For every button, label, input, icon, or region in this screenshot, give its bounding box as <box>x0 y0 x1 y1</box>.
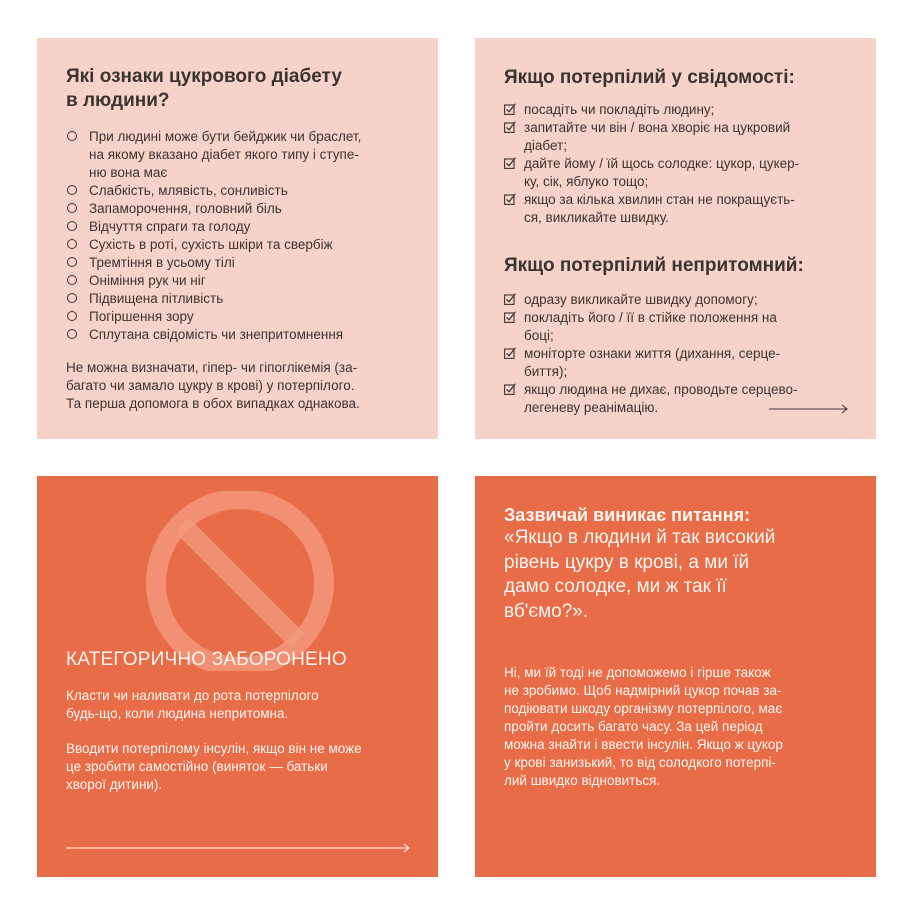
signs-card <box>37 38 438 439</box>
list-item: Сухість в роті, сухість шкіри та свербіж <box>66 236 416 254</box>
conscious-title: Якщо потерпілий у свідомості: <box>504 67 795 88</box>
unconscious-checklist <box>504 291 849 417</box>
list-item: покладіть його / її в стійке положення на боці; <box>504 309 849 345</box>
question-answer: Ні, ми їй тоді не допоможемо і гірше також не зробимо. Щоб надмірний цукор почав за- подіювати шкоду організму потерпілого, має пройти досить багато часу. За цей період можна знайти і ввести інсулін. Якщо ж цукор у крові занизький, то від солодкого потерпі- лий швидко відновиться. <box>504 665 783 788</box>
unconscious-title: Якщо потерпілий непритомний: <box>504 255 804 276</box>
circle-bullet-icon <box>67 185 77 195</box>
list-item: Запаморочення, головний біль <box>66 200 416 218</box>
list-item: посадіть чи покладіть людину; <box>504 101 849 119</box>
list-item: Слабкість, млявість, сонливість <box>66 182 416 200</box>
list-item: якщо людина не дихає, проводьте серцево- легеневу реанімацію. <box>504 381 849 417</box>
list-item: Сплутана свідомість чи знепритомнення <box>66 326 416 344</box>
circle-bullet-icon <box>67 329 77 339</box>
prohibited-title: КАТЕГОРИЧНО ЗАБОРОНЕНО <box>66 649 347 670</box>
prohibited-card <box>37 476 438 877</box>
conscious-checklist <box>504 101 849 227</box>
checkbox-tick-icon <box>504 103 516 115</box>
circle-bullet-icon <box>67 257 77 267</box>
circle-bullet-icon <box>67 131 77 141</box>
list-item: дайте йому / їй щось солодке: цукор, цукер- ку, сік, яблуко тощо; <box>504 155 849 191</box>
prohibition-icon <box>140 491 340 671</box>
circle-bullet-icon <box>67 275 77 285</box>
list-item: якщо за кілька хвилин стан не покращуєть- ся, викликайте швидку. <box>504 191 849 227</box>
circle-bullet-icon <box>67 293 77 303</box>
checkbox-tick-icon <box>504 311 516 323</box>
arrow-right-icon <box>66 843 411 853</box>
checkbox-tick-icon <box>504 121 516 133</box>
question-quote: «Якщо в людини й так високий рівень цукру в крові, а ми їй дамо солодке, ми ж так її вб'ємо?». <box>504 527 776 622</box>
first-aid-card <box>475 38 876 439</box>
signs-note: Не можна визначати, гіпер- чи гіпоглікемія (за- багато чи замало цукру в крові) у потерпілого. Та перша допомога в обох випадках однакова. <box>66 360 360 411</box>
list-item: запитайте чи він / вона хворіє на цукровий діабет; <box>504 119 849 155</box>
question-card <box>475 476 876 877</box>
circle-bullet-icon <box>67 239 77 249</box>
signs-list <box>66 128 416 344</box>
checkbox-tick-icon <box>504 383 516 395</box>
list-item: Підвищена пітливість <box>66 290 416 308</box>
checkbox-tick-icon <box>504 293 516 305</box>
checkbox-tick-icon <box>504 347 516 359</box>
circle-bullet-icon <box>67 203 77 213</box>
list-item: моніторте ознаки життя (дихання, серце- биття); <box>504 345 849 381</box>
list-item: Погіршення зору <box>66 308 416 326</box>
checkbox-tick-icon <box>504 157 516 169</box>
prohibited-rule-1: Класти чи наливати до рота потерпілого будь-що, коли людина непритомна. <box>66 688 319 721</box>
question-title: Зазвичай виникає питання: <box>504 505 751 525</box>
list-item: При людині може бути бейджик чи браслет, на якому вказано діабет якого типу і ступе- ню вона має <box>66 128 416 182</box>
signs-title: Які ознаки цукрового діабету в людини? <box>66 66 342 111</box>
list-item: Відчуття спраги та голоду <box>66 218 416 236</box>
list-item: одразу викликайте швидку допомогу; <box>504 291 849 309</box>
list-item: Оніміння рук чи ніг <box>66 272 416 290</box>
prohibited-rule-2: Вводити потерпілому інсулін, якщо він не може це зробити самостійно (виняток — батьки хворої дитини). <box>66 741 362 792</box>
checkbox-tick-icon <box>504 193 516 205</box>
circle-bullet-icon <box>67 311 77 321</box>
arrow-right-icon <box>769 404 849 414</box>
list-item: Тремтіння в усьому тілі <box>66 254 416 272</box>
circle-bullet-icon <box>67 221 77 231</box>
